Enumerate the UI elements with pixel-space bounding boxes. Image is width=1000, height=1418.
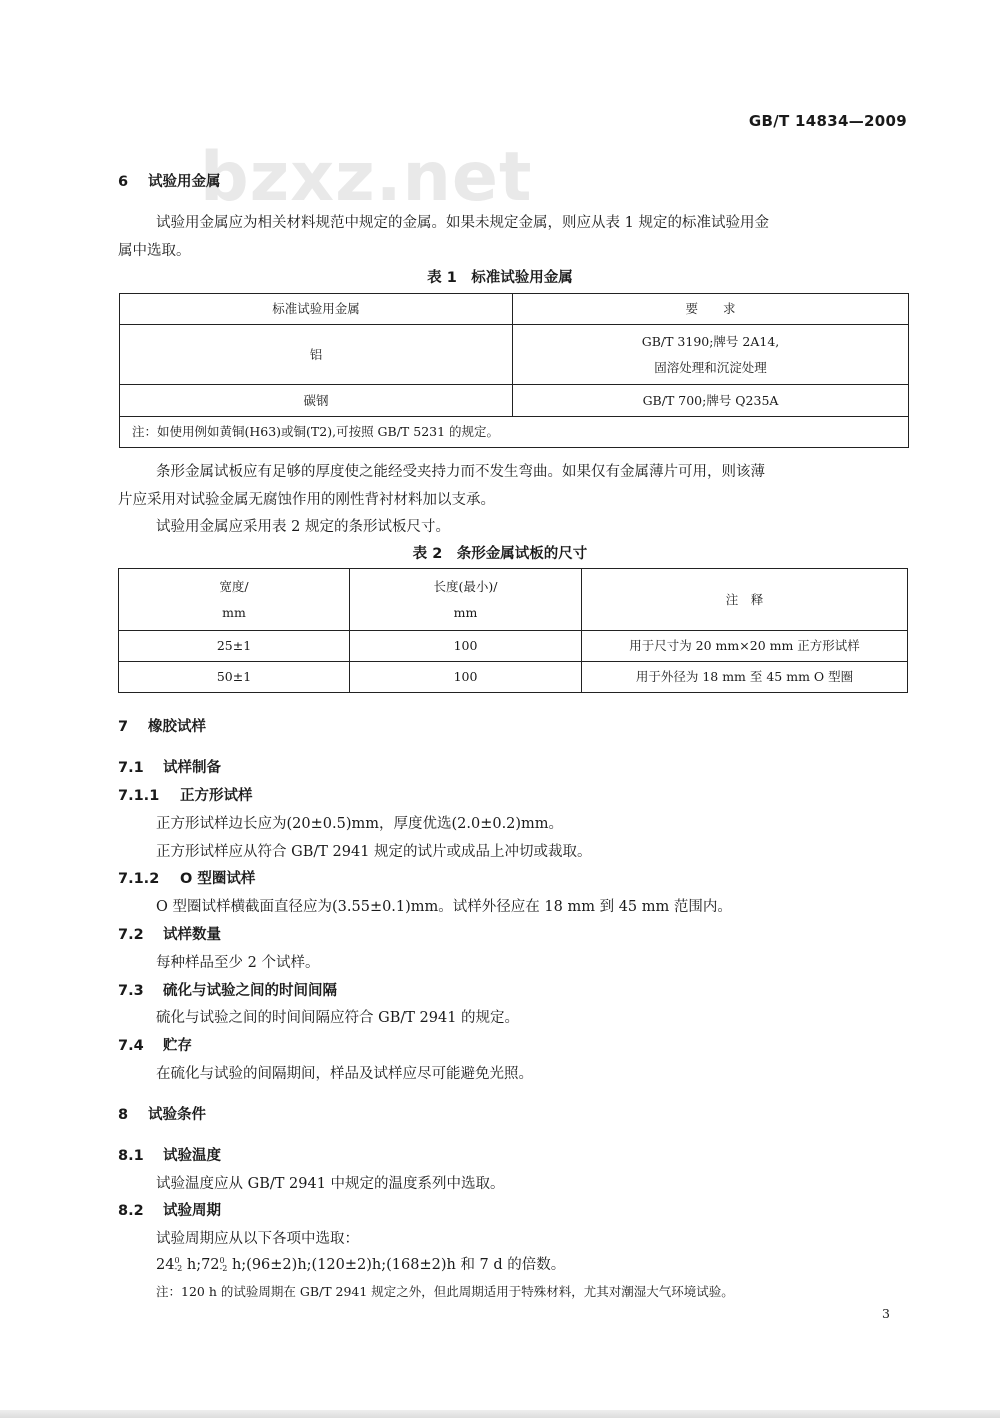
cell-line: GB/T 3190;牌号 2A14, (641, 333, 780, 349)
subsection-number: 7.4 (118, 1038, 144, 1054)
header-line: 长度(最小)/ (433, 578, 498, 594)
paragraph-line: 片应采用对试验金属无腐蚀作用的刚性背衬材料加以支承。 (118, 492, 495, 508)
table-note: 注：如使用例如黄铜(H63)或铜(T2),可按照 GB/T 5231 的规定。 (120, 417, 909, 448)
subsection-title: 正方形试样 (180, 788, 253, 804)
tolerance-lower: -2 (219, 1264, 228, 1273)
table-row (120, 385, 909, 417)
section-title: 试验条件 (148, 1107, 206, 1123)
paragraph-line: 硫化与试验之间的时间间隔应符合 GB/T 2941 的规定。 (156, 1010, 520, 1026)
header-line: 宽度/ (219, 578, 249, 594)
subsection-heading (118, 867, 255, 888)
subsection-heading (118, 979, 337, 1000)
subsection-heading (118, 756, 221, 777)
paragraph-line: 试验周期应从以下各项中选取： (156, 1231, 359, 1247)
subsection-number: 7.1 (118, 760, 144, 776)
table-cell: 用于尺寸为 20 mm×20 mm 正方形试样 (582, 631, 908, 662)
paragraph-line: 试验温度应从 GB/T 2941 中规定的温度系列中选取。 (156, 1176, 505, 1192)
table-1 (119, 293, 909, 448)
period-value: h;72 (182, 1257, 220, 1273)
subsection-number: 7.1.2 (118, 871, 160, 887)
table-header-cell (350, 569, 582, 631)
subsection-title: 试验周期 (163, 1203, 221, 1219)
table-1-caption: 表 1 标准试验用金属 (427, 270, 573, 286)
subsection-title: 贮存 (163, 1038, 192, 1054)
table-header-cell: 要 求 (513, 294, 909, 325)
tolerance-upper: 0 (219, 1256, 225, 1265)
table-cell: 100 (350, 631, 582, 662)
period-value: h;(96±2)h;(120±2)h;(168±2)h 和 7 d 的倍数。 (227, 1257, 566, 1273)
subsection-title: O 型圈试样 (180, 871, 256, 887)
header-line: mm (222, 604, 246, 620)
section-title: 橡胶试样 (148, 719, 206, 735)
table-2 (118, 568, 908, 693)
section-title: 试验用金属 (148, 174, 221, 190)
table-2-caption: 表 2 条形金属试板的尺寸 (412, 546, 588, 562)
table-cell: 25±1 (119, 631, 350, 662)
subsection-title: 试样数量 (163, 927, 221, 943)
table-cell: 100 (350, 662, 582, 693)
period-value: 24 (156, 1257, 175, 1273)
subsection-heading (118, 784, 253, 805)
header-line: mm (453, 604, 478, 620)
table-note-row (120, 417, 909, 448)
subsection-number: 7.1.1 (118, 788, 160, 804)
table-cell: 用于外径为 18 mm 至 45 mm O 型圈 (582, 662, 908, 693)
paragraph-line: 正方形试样边长应为(20±0.5)mm，厚度优选(2.0±0.2)mm。 (156, 816, 564, 832)
table-header-row (120, 294, 909, 325)
section-8-heading (118, 1103, 206, 1124)
paragraph-line: 条形金属试板应有足够的厚度使之能经受夹持力而不发生弯曲。如果仅有金属薄片可用，则该薄 (156, 464, 765, 480)
table-row (119, 662, 908, 693)
paragraph-line: 正方形试样应从符合 GB/T 2941 规定的试片或成品上冲切或裁取。 (156, 844, 592, 860)
table-header-row (119, 569, 908, 631)
paragraph-line: 在硫化与试验的间隔期间，样品及试样应尽可能避免光照。 (156, 1066, 533, 1082)
test-period-list (156, 1253, 565, 1274)
subsection-title: 试验温度 (163, 1148, 221, 1164)
page-number: 3 (882, 1306, 890, 1321)
paragraph-line: 试验用金属应为相关材料规范中规定的金属。如果未规定金属，则应从表 1 规定的标准试验用金 (156, 215, 769, 231)
subsection-number: 7.2 (118, 927, 144, 943)
subsection-title: 硫化与试验之间的时间间隔 (163, 983, 337, 999)
subsection-number: 7.3 (118, 983, 144, 999)
cell-line: 固溶处理和沉淀处理 (654, 359, 767, 375)
watermark: bzxz.net (200, 138, 533, 217)
table-row (119, 631, 908, 662)
paragraph-line: 属中选取。 (118, 243, 191, 259)
section-7-heading (118, 715, 206, 736)
subsection-heading (118, 1144, 221, 1165)
subsection-heading (118, 1034, 192, 1055)
subsection-number: 8.1 (118, 1148, 144, 1164)
page-edge (0, 1410, 1000, 1418)
subsection-title: 试样制备 (163, 760, 221, 776)
tolerance-lower: -2 (174, 1264, 183, 1273)
table-cell: GB/T 700;牌号 Q235A (513, 385, 909, 417)
note: 注：120 h 的试验周期在 GB/T 2941 规定之外，但此周期适用于特殊材料，尤其对潮湿大气环境试验。 (156, 1284, 734, 1299)
table-header-cell (119, 569, 350, 631)
table-header-cell: 标准试验用金属 (120, 294, 513, 325)
table-row (120, 325, 909, 385)
table-cell (513, 325, 909, 385)
section-number: 7 (118, 719, 129, 735)
table-cell: 碳钢 (120, 385, 513, 417)
section-number: 8 (118, 1107, 129, 1123)
table-header-cell: 注 释 (582, 569, 908, 631)
tolerance-upper: 0 (174, 1256, 180, 1265)
table-cell: 50±1 (119, 662, 350, 693)
paragraph-line: O 型圈试样横截面直径应为(3.55±0.1)mm。试样外径应在 18 mm 到 45 mm 范围内。 (156, 899, 732, 915)
paragraph-line: 每种样品至少 2 个试样。 (156, 955, 320, 971)
standard-code: GB/T 14834—2009 (748, 112, 907, 130)
table-cell: 铝 (120, 325, 513, 385)
section-number: 6 (118, 174, 129, 190)
subsection-heading (118, 923, 221, 944)
paragraph-line: 试验用金属应采用表 2 规定的条形试板尺寸。 (156, 519, 450, 535)
section-6-heading (118, 170, 221, 191)
subsection-number: 8.2 (118, 1203, 144, 1219)
subsection-heading (118, 1199, 221, 1220)
